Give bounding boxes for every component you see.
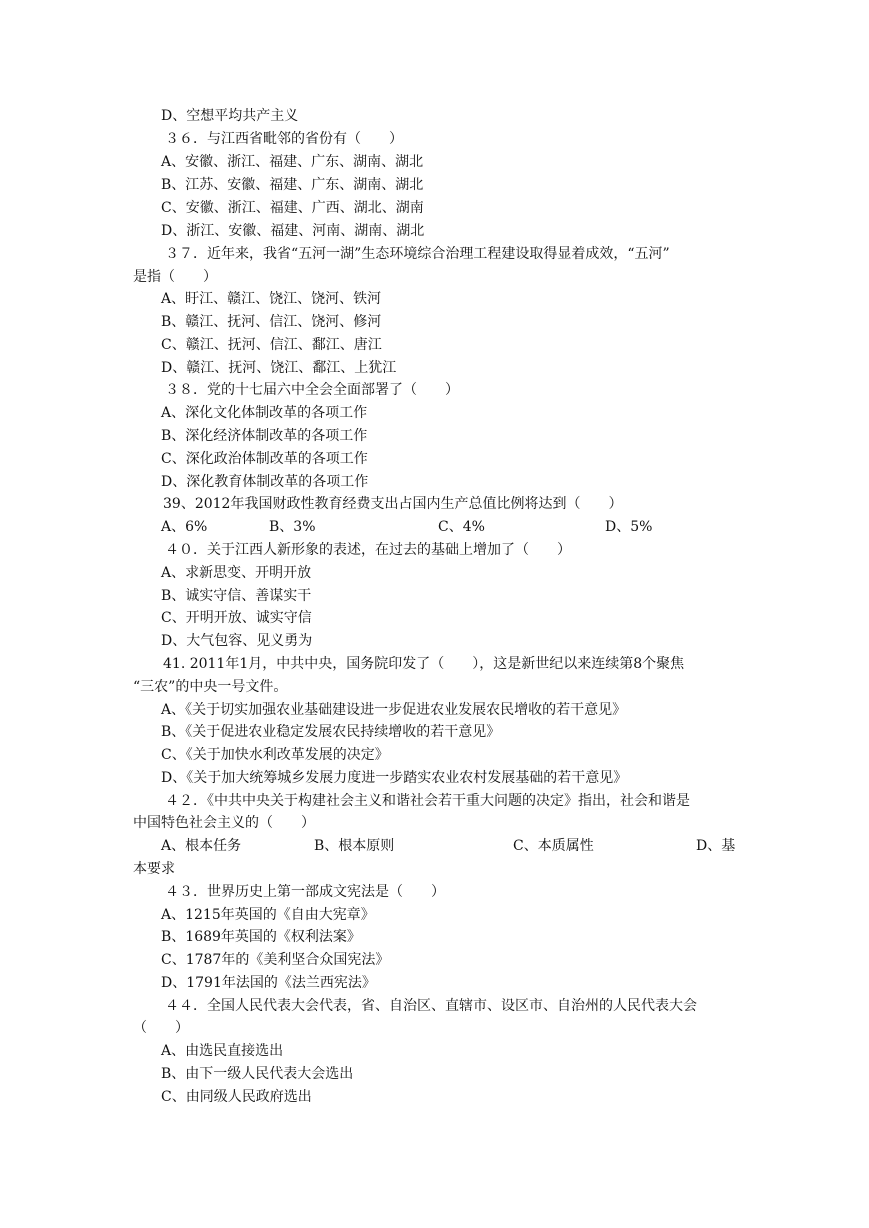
- q42-question: ４２．《中共中央关于构建社会主义和谐社会若干重大问题的决定》指出，社会和谐是: [165, 793, 690, 809]
- q41-question-cont: “三农”的中央一号文件。: [133, 679, 288, 695]
- q40-question: ４０．关于江西人新形象的表述，在过去的基础上增加了（ ）: [165, 542, 571, 558]
- q42-question-cont: 中国特色社会主义的（ ）: [133, 815, 315, 831]
- q36-option-a: A、安徽、浙江、福建、广东、湖南、湖北: [161, 154, 424, 170]
- q37-question-cont: 是指（ ）: [133, 269, 217, 285]
- q36-question: ３６．与江西省毗邻的省份有（ ）: [165, 131, 403, 147]
- q44-option-a: A、由选民直接选出: [161, 1043, 284, 1059]
- q39-question: 39、2012年我国财政性教育经费支出占国内生产总值比例将达到（ ）: [163, 496, 623, 512]
- q38-option-b: B、深化经济体制改革的各项工作: [161, 428, 368, 444]
- q41-option-d: D、《关于加大统筹城乡发展力度进一步踏实农业农村发展基础的若干意见》: [161, 770, 628, 786]
- q37-option-c: C、赣江、抚河、信江、鄱江、唐江: [161, 337, 382, 353]
- q43-question: ４３．世界历史上第一部成文宪法是（ ）: [165, 884, 445, 900]
- q43-option-a: A、1215年英国的《自由大宪章》: [161, 907, 375, 923]
- q38-question: ３８．党的十七届六中全会全面部署了（ ）: [165, 382, 459, 398]
- q44-option-c: C、由同级人民政府选出: [161, 1089, 312, 1105]
- q42-option-c: C、本质属性: [513, 838, 594, 854]
- q44-question-cont: （ ）: [133, 1020, 189, 1036]
- q38-option-a: A、深化文化体制改革的各项工作: [161, 405, 368, 421]
- q43-option-c: C、1787年的《美利坚合众国宪法》: [161, 952, 390, 968]
- q39-option-a: A、6%: [161, 519, 208, 535]
- q42-option-d: D、基: [696, 838, 736, 854]
- q42-option-d-cont: 本要求: [133, 861, 175, 877]
- q40-option-c: C、开明开放、诚实守信: [161, 610, 312, 626]
- q44-question: ４４．全国人民代表大会代表，省、自治区、直辖市、设区市、自治州的人民代表大会: [165, 998, 697, 1014]
- q37-option-a: A、盱江、赣江、饶江、饶河、铁河: [161, 291, 382, 307]
- q40-option-d: D、大气包容、见义勇为: [161, 633, 313, 649]
- q41-question: 41. 2011年1月，中共中央，国务院印发了（ ），这是新世纪以来连续第8个聚焦: [163, 656, 685, 672]
- q42-option-b: B、根本原则: [314, 838, 395, 854]
- q36-option-d: D、浙江、安徽、福建、河南、湖南、湖北: [161, 223, 425, 239]
- q37-option-b: B、赣江、抚河、信江、饶河、修河: [161, 314, 382, 330]
- q37-question: ３７．近年来，我省“五河一湖”生态环境综合治理工程建设取得显着成效，“五河”: [165, 246, 670, 262]
- q44-option-b: B、由下一级人民代表大会选出: [161, 1066, 354, 1082]
- q43-option-b: B、1689年英国的《权利法案》: [161, 929, 361, 945]
- q39-option-c: C、4%: [438, 519, 485, 535]
- q41-option-b: B、《关于促进农业稳定发展农民持续增收的若干意见》: [161, 724, 501, 740]
- q39-option-d: D、5%: [605, 519, 653, 535]
- q41-option-c: C、《关于加快水利改革发展的决定》: [161, 747, 389, 763]
- q35-option-d: D、空想平均共产主义: [161, 108, 299, 124]
- q42-option-a: A、根本任务: [161, 838, 242, 854]
- q36-option-b: B、江苏、安徽、福建、广东、湖南、湖北: [161, 177, 424, 193]
- q43-option-d: D、1791年法国的《法兰西宪法》: [161, 975, 376, 991]
- q40-option-a: A、求新思变、开明开放: [161, 565, 312, 581]
- q40-option-b: B、诚实守信、善谋实干: [161, 588, 312, 604]
- q38-option-c: C、深化政治体制改革的各项工作: [161, 451, 368, 467]
- q36-option-c: C、安徽、浙江、福建、广西、湖北、湖南: [161, 200, 424, 216]
- q41-option-a: A、《关于切实加强农业基础建设进一步促进农业发展农民增收的若干意见》: [161, 702, 627, 718]
- q38-option-d: D、深化教育体制改革的各项工作: [161, 474, 369, 490]
- q39-option-b: B、3%: [269, 519, 316, 535]
- q37-option-d: D、赣江、抚河、饶江、鄱江、上犹江: [161, 360, 397, 376]
